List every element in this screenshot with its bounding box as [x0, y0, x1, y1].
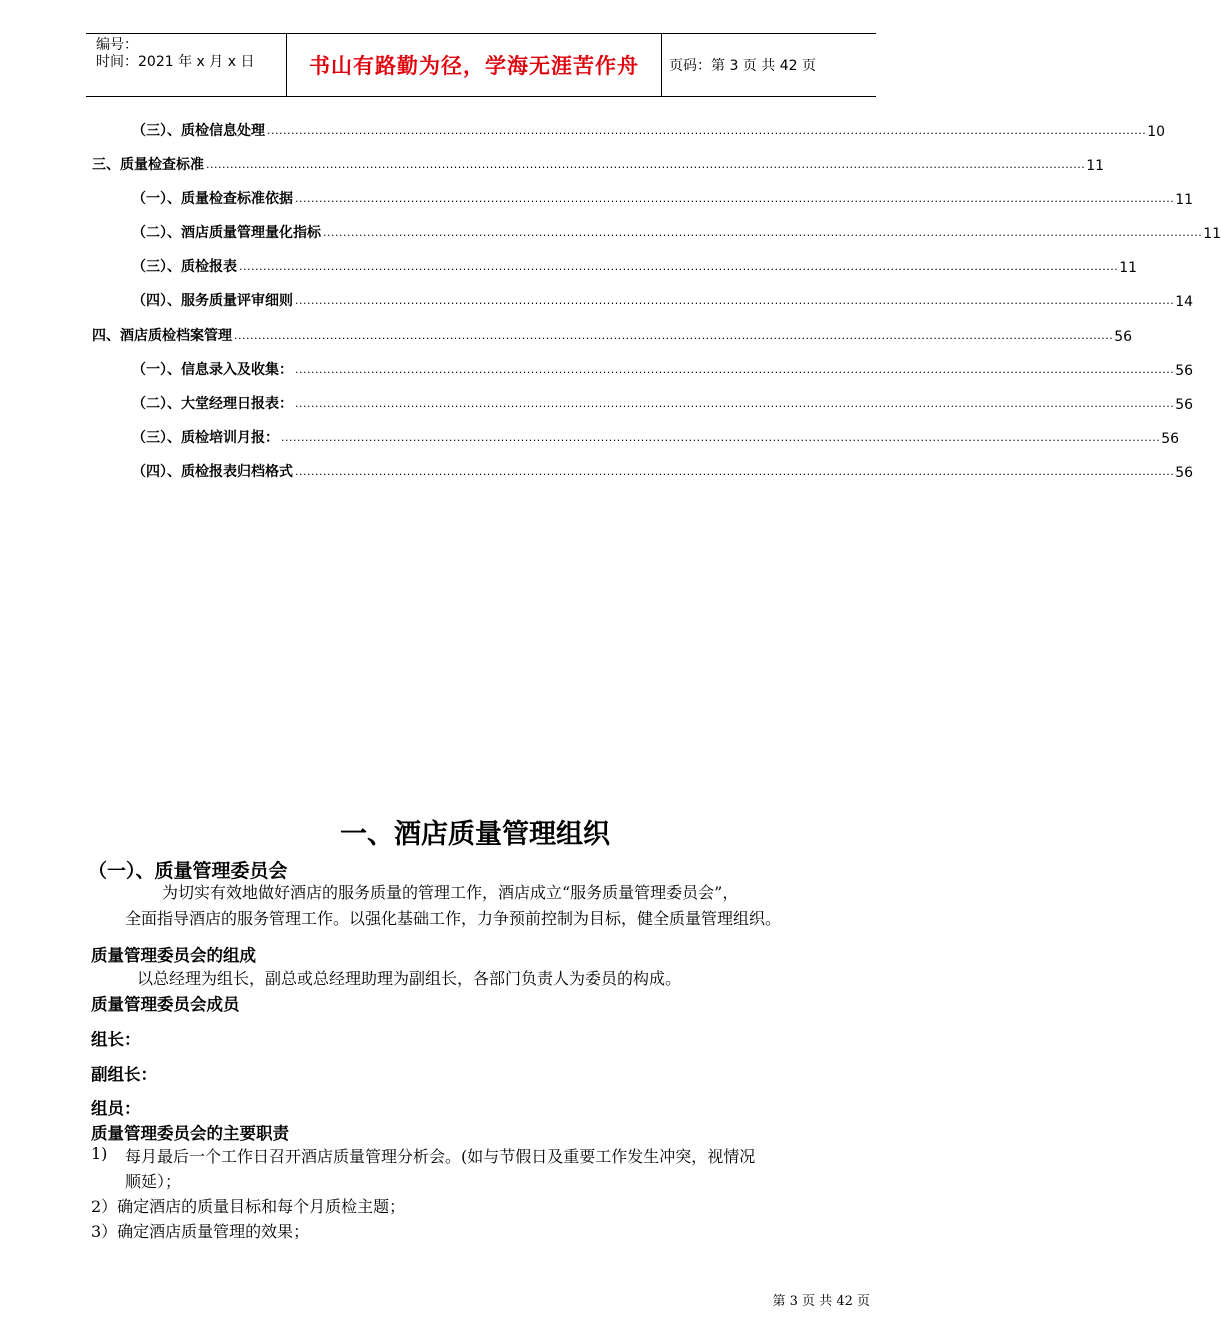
toc-leader: ............................................................................................................................................................................................................................	[267, 124, 1147, 137]
toc-page: 11	[1175, 192, 1194, 208]
toc-label: 四、酒店质检档案管理	[92, 328, 232, 344]
toc-entry[interactable]	[92, 359, 1194, 379]
duty-1-continuation: 顺延）；	[125, 1172, 182, 1191]
time-label: 时间：2021 年 x 月 x 日	[96, 54, 255, 70]
members-label: 组员：	[91, 1099, 141, 1118]
toc-leader: ............................................................................................................................................................................................................................	[295, 192, 1175, 205]
header-meta	[86, 34, 286, 96]
toc-leader: ............................................................................................................................................................................................................................	[323, 226, 1203, 239]
toc-entry[interactable]	[92, 325, 1133, 345]
intro-line-1: 为切实有效地做好酒店的服务质量的管理工作，酒店成立“服务质量管理委员会”，	[162, 883, 739, 902]
toc-entry[interactable]	[92, 427, 1180, 447]
toc-page: 56	[1114, 329, 1133, 345]
number-label: 编号：	[96, 37, 138, 53]
intro-line-2: 全面指导酒店的服务管理工作。以强化基础工作，力争预前控制为目标，健全质量管理组织。	[125, 909, 782, 928]
chapter-title: 一、酒店质量管理组织	[340, 819, 610, 850]
toc-label: （一）、质量检查标准依据	[132, 191, 293, 207]
composition-text: 以总经理为组长，副总或总经理助理为副组长，各部门负责人为委员的构成。	[137, 969, 682, 988]
motto: 书山有路勤为径，学海无涯苦作舟	[309, 54, 639, 78]
header-motto-cell	[286, 34, 662, 96]
composition-heading: 质量管理委员会的组成	[91, 946, 256, 965]
toc-label: （三）、质检培训月报：	[132, 430, 279, 446]
duty-1-text: 每月最后一个工作日召开酒店质量管理分析会。(如与节假日及重要工作发生冲突，视情况	[125, 1147, 756, 1166]
toc-label: （三）、质检报表	[132, 259, 237, 275]
toc-label: （四）、服务质量评审细则	[132, 293, 293, 309]
toc-entry[interactable]	[92, 461, 1194, 481]
toc-label: （二）、酒店质量管理量化指标	[132, 225, 321, 241]
toc-label: 三、质量检查标准	[92, 157, 204, 173]
toc-page: 56	[1175, 465, 1194, 481]
duty-1-number: 1)	[91, 1144, 108, 1163]
toc-entry[interactable]	[92, 188, 1194, 208]
members-heading: 质量管理委员会成员	[91, 995, 240, 1014]
toc-page: 56	[1161, 431, 1180, 447]
toc-page: 56	[1175, 363, 1194, 379]
toc-entry[interactable]	[92, 256, 1138, 276]
toc-page: 11	[1203, 226, 1221, 242]
toc-leader: ............................................................................................................................................................................................................................	[295, 465, 1175, 478]
duties-heading: 质量管理委员会的主要职责	[91, 1124, 289, 1143]
toc-leader: ............................................................................................................................................................................................................................	[239, 260, 1119, 273]
toc-entry[interactable]	[92, 222, 1221, 242]
page-info: 页码：第 3 页 共 42 页	[669, 58, 816, 74]
toc-page: 11	[1086, 158, 1105, 174]
leader-label: 组长：	[91, 1030, 141, 1049]
toc-leader: ............................................................................................................................................................................................................................	[295, 397, 1175, 410]
toc-entry[interactable]	[92, 154, 1105, 174]
duty-3: 3）确定酒店质量管理的效果；	[91, 1222, 310, 1241]
page-footer: 第 3 页 共 42 页	[772, 1294, 870, 1309]
toc-page: 10	[1147, 124, 1166, 140]
toc-leader: ............................................................................................................................................................................................................................	[281, 431, 1161, 444]
section-title: （一）、质量管理委员会	[88, 860, 288, 882]
header-page-cell	[661, 34, 876, 96]
toc-entry[interactable]	[92, 290, 1194, 310]
toc-page: 56	[1175, 397, 1194, 413]
toc-label: （三）、质检信息处理	[132, 123, 265, 139]
toc-page: 14	[1175, 294, 1194, 310]
toc-label: （一）、信息录入及收集：	[132, 362, 293, 378]
duty-2: 2）确定酒店的质量目标和每个月质检主题；	[91, 1197, 406, 1216]
toc-page: 11	[1119, 260, 1138, 276]
page-header	[86, 33, 876, 97]
toc-label: （四）、质检报表归档格式	[132, 464, 293, 480]
toc-leader: ............................................................................................................................................................................................................................	[295, 294, 1175, 307]
toc-entry[interactable]	[92, 120, 1166, 140]
deputy-label: 副组长：	[91, 1065, 157, 1084]
toc-leader: ............................................................................................................................................................................................................................	[206, 158, 1086, 171]
toc-label: （二）、大堂经理日报表：	[132, 396, 293, 412]
toc-leader: ............................................................................................................................................................................................................................	[234, 329, 1114, 342]
toc-leader: ............................................................................................................................................................................................................................	[295, 363, 1175, 376]
toc-entry[interactable]	[92, 393, 1194, 413]
